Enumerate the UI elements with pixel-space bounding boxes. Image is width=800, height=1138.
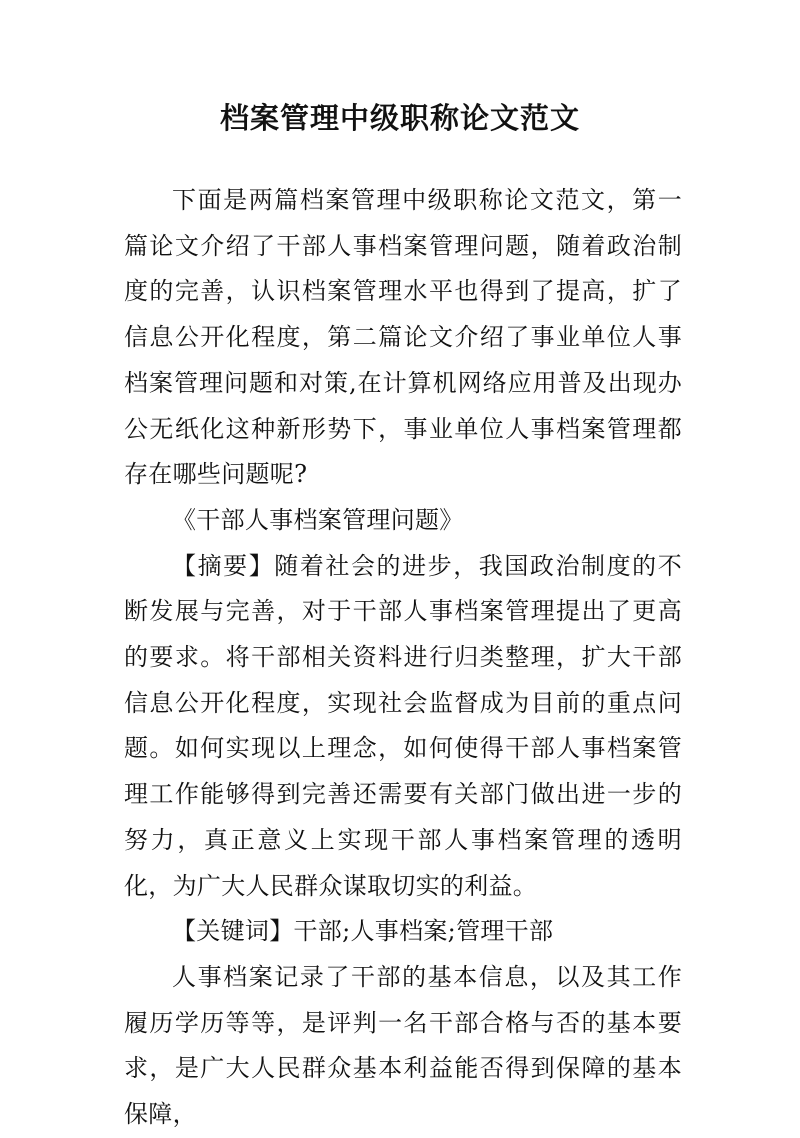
- document-title: 档案管理中级职称论文范文: [219, 101, 580, 135]
- body-paragraph: 人事档案记录了干部的基本信息，以及其工作履历学历等等，是评判一名干部合格与否的基本要求，是广大人民群众基本利益能否得到保障的基本保障，: [124, 962, 682, 1129]
- article-heading: 《干部人事档案管理问题》: [172, 505, 464, 534]
- intro-paragraph: 下面是两篇档案管理中级职称论文范文，第一篇论文介绍了干部人事档案管理问题，随着政治制度的完善，认识档案管理水平也得到了提高，扩了信息公开化程度，第二篇论文介绍了事业单位人事档案管理问题和对策,在计算机网络应用普及出现办公无纸化这种新形势下，事业单位人事档案管理都存在哪些问题呢?: [124, 186, 682, 489]
- keywords-paragraph: 【关键词】干部;人事档案;管理干部: [172, 917, 554, 946]
- abstract-paragraph: 【摘要】随着社会的进步，我国政治制度的不断发展与完善，对于干部人事档案管理提出了更高的要求。将干部相关资料进行归类整理，扩大干部信息公开化程度，实现社会监督成为目前的重点问题。如何实现以上理念，如何使得干部人事档案管理工作能够得到完善还需要有关部门做出进一步的努力，真正意义上实现干部人事档案管理的透明化，为广大人民群众谋取切实的利益。: [124, 551, 682, 900]
- document-body: [124, 178, 682, 1138]
